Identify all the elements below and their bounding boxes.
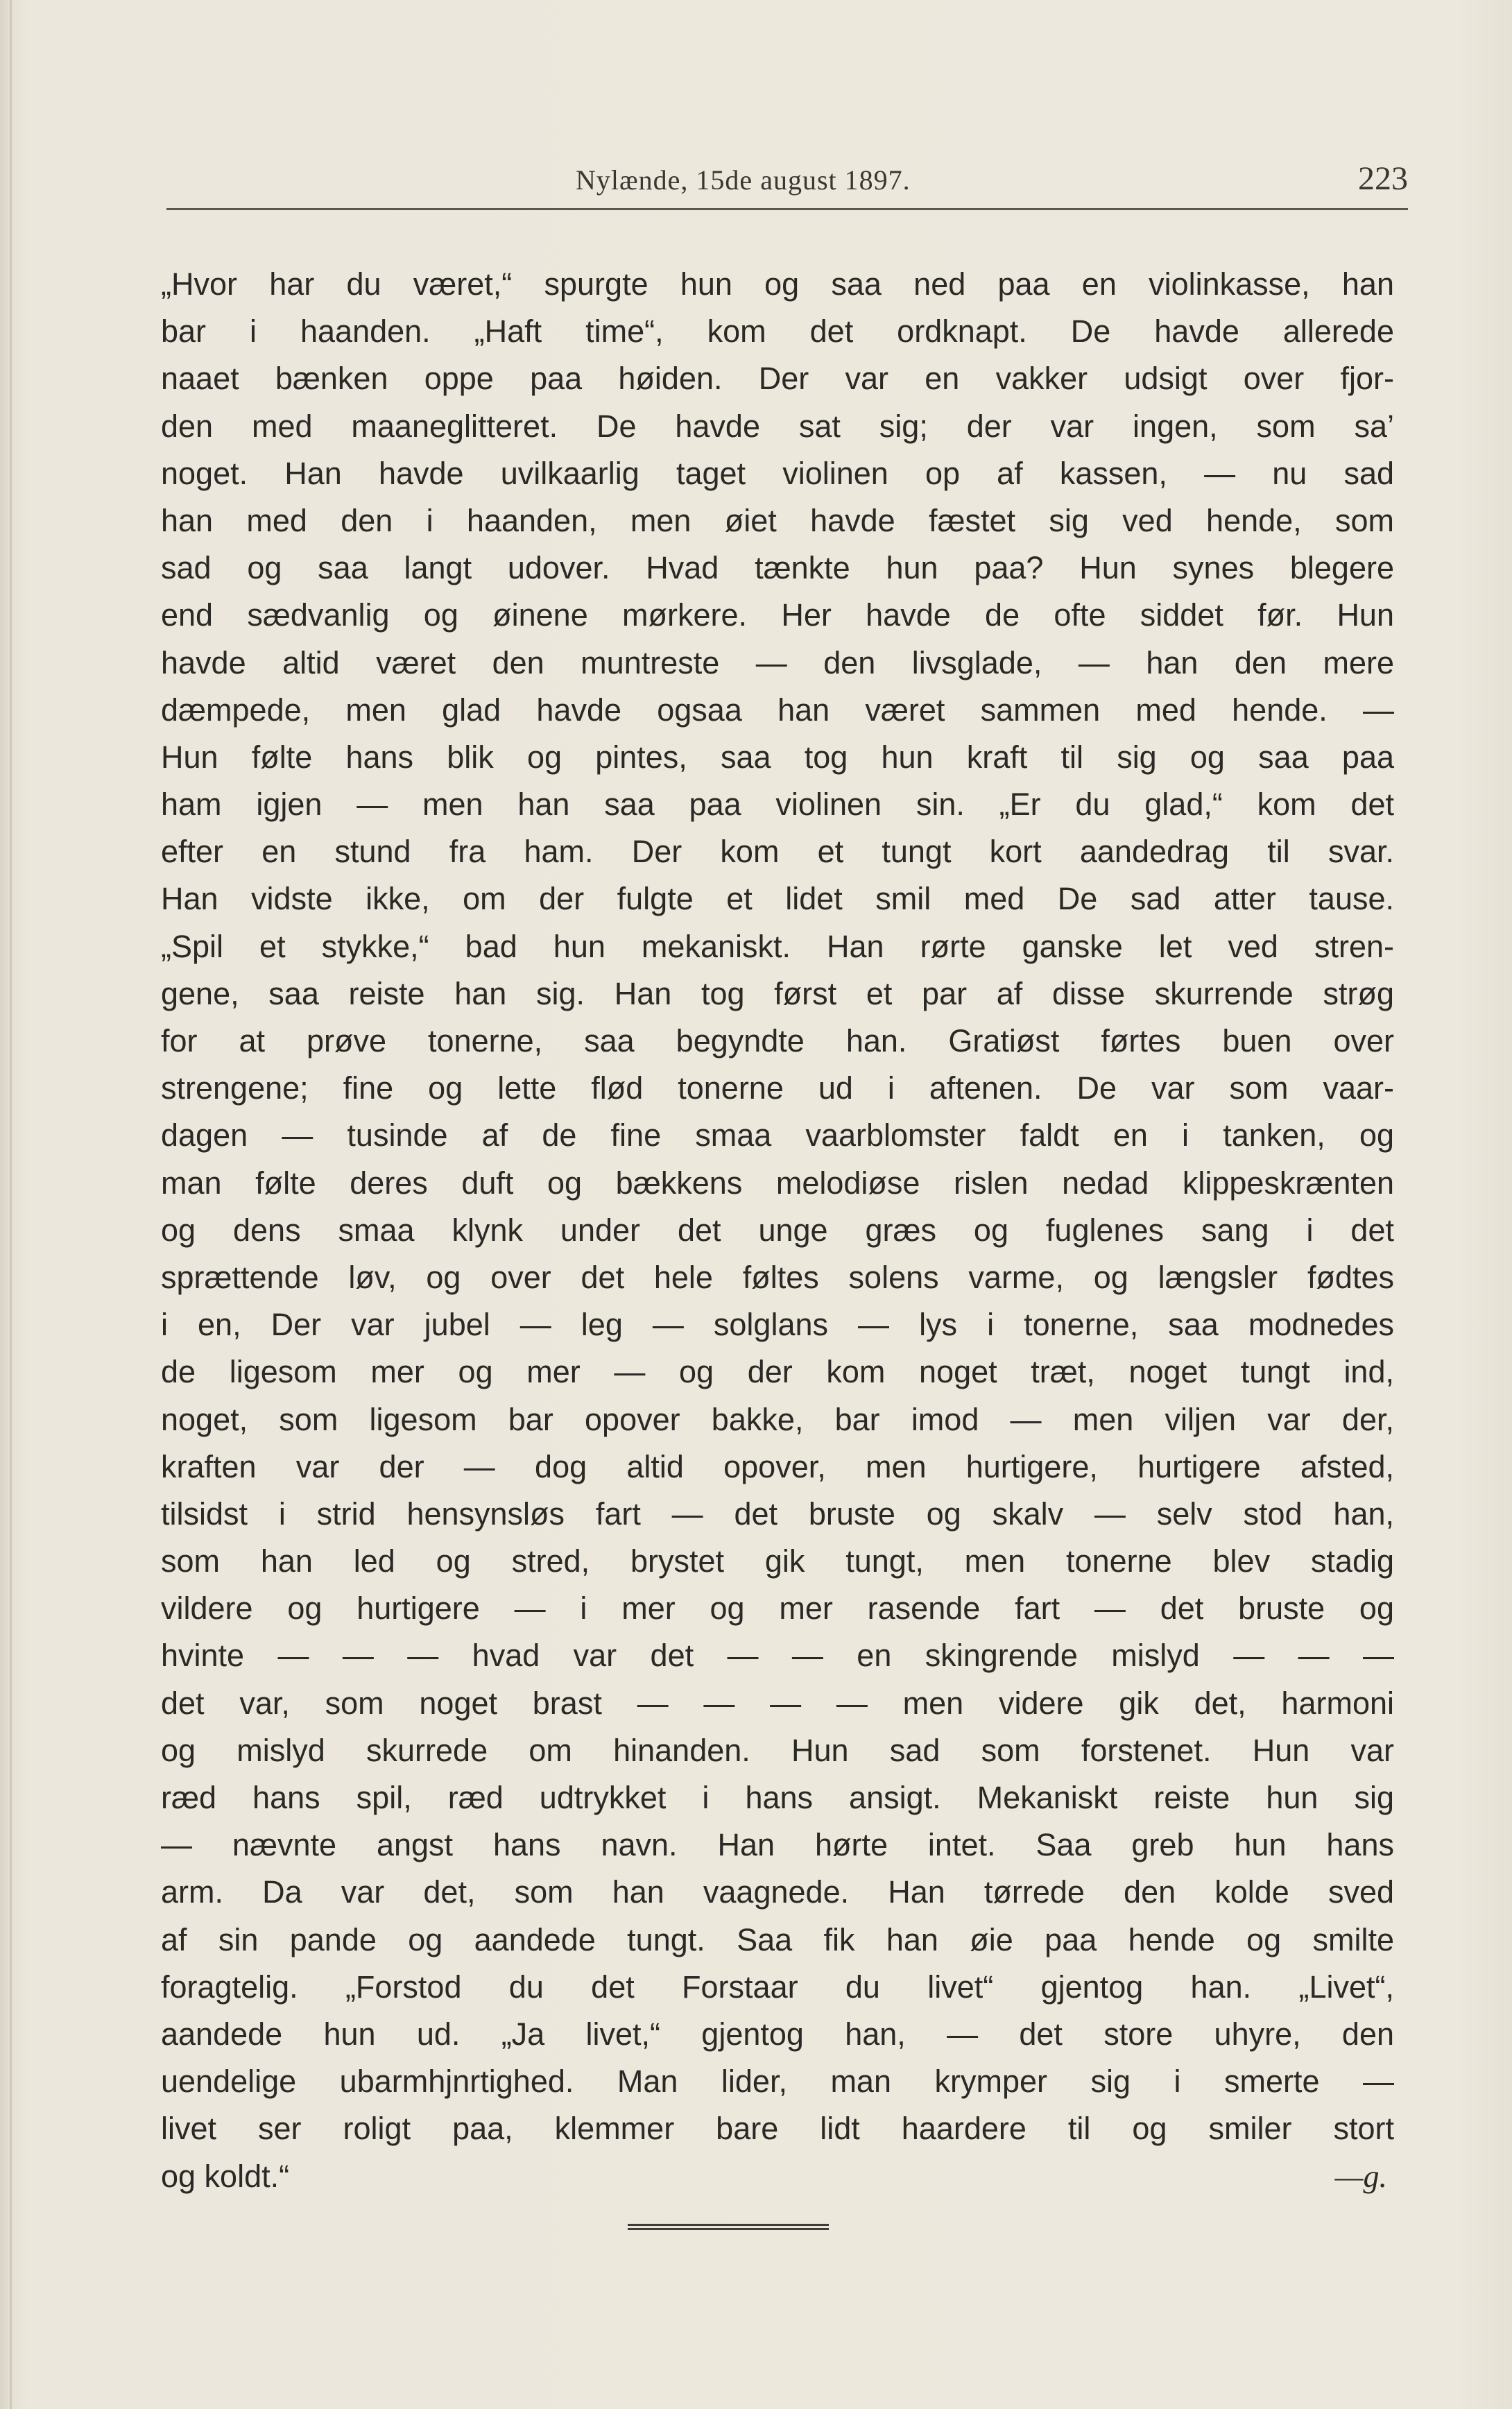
text-line: i en, Der var jubel — leg — solglans — lys i tonerne, saa modnedes [161,1307,1394,1343]
text-line: havde altid været den muntreste — den livsglade, — han den mere [161,644,1394,680]
text-line: de ligesom mer og mer — og der kom noget træt, noget tungt ind, [161,1354,1394,1390]
text-line: af sin pande og aandede tungt. Saa fik han øie paa hende og smilte [161,1921,1394,1957]
text-line: for at prøve tonerne, saa begyndte han. Gratiøst førtes buen over [161,1023,1394,1058]
text-line: sprættende løv, og over det hele føltes solens varme, og længsler fødtes [161,1259,1394,1295]
text-line: Hun følte hans blik og pintes, saa tog hun kraft til sig og saa paa [161,739,1394,775]
text-line: som han led og stred, brystet gik tungt, men tonerne blev stadig [161,1543,1394,1579]
end-double-rule [628,2224,829,2230]
final-line-text: og koldt.“ [161,2158,290,2194]
text-line: vildere og hurtigere — i mer og mer rasende fart — det bruste og [161,1591,1394,1627]
text-line: sad og saa langt udover. Hvad tænkte hun paa? Hun synes blegere [161,550,1394,586]
running-head [166,154,1408,203]
text-line: og dens smaa klynk under det unge græs og fuglenes sang i det [161,1212,1394,1248]
text-line: livet ser roligt paa, klemmer bare lidt haardere til og smiler stort [161,2111,1394,2147]
text-line: efter en stund fra ham. Der kom et tungt kort aandedrag til svar. [161,834,1394,870]
text-line: tilsidst i strid hensynsløs fart — det bruste og skalv — selv stod han, [161,1495,1394,1532]
end-rule-top [628,2224,829,2226]
text-line: bar i haanden. „Haft time“, kom det ordknapt. De havde allerede [161,314,1394,350]
text-line: kraften var der — dog altid opover, men hurtigere, hurtigere afsted, [161,1448,1394,1484]
text-line: foragtelig. „Forstod du det Forstaar du livet“ gjentog han. „Livet“, [161,1969,1394,2005]
text-line: — nævnte angst hans navn. Han hørte intet. Saa greb hun hans [161,1827,1394,1863]
text-line: noget. Han havde uvilkaarlig taget violinen op af kassen, — nu sad [161,455,1394,491]
body-text [161,261,1394,2200]
end-rule-bottom [628,2228,829,2230]
text-line: man følte deres duft og bækkens melodiøse rislen nedad klippeskrænten [161,1165,1394,1201]
text-line: noget, som ligesom bar opover bakke, bar imod — men viljen var der, [161,1401,1394,1437]
text-line: gene, saa reiste han sig. Han tog først et par af disse skurrende strøg [161,975,1394,1011]
text-line: end sædvanlig og øinene mørkere. Her havde de ofte siddet før. Hun [161,597,1394,633]
header-rule [166,208,1408,210]
final-line [161,2153,1394,2200]
text-line: Han vidste ikke, om der fulgte et lidet smil med De sad atter tause. [161,881,1394,917]
text-line: strengene; fine og lette flød tonerne ud i aftenen. De var som vaar- [161,1070,1394,1106]
text-line: dagen — tusinde af de fine smaa vaarblomster faldt en i tanken, og [161,1117,1394,1154]
text-line: naaet bænken oppe paa høiden. Der var en vakker udsigt over fjor- [161,361,1394,397]
running-head-title: Nylænde, 15de august 1897. [576,164,911,196]
text-line: hvinte — — — hvad var det — — en skingrende mislyd — — — [161,1638,1394,1674]
text-line: arm. Da var det, som han vaagnede. Han tørrede den kolde sved [161,1874,1394,1910]
page-number: 223 [1358,160,1408,197]
text-line: „Spil et stykke,“ bad hun mekaniskt. Han rørte ganske let ved stren- [161,928,1394,964]
text-line: og mislyd skurrede om hinanden. Hun sad som forstenet. Hun var [161,1732,1394,1768]
text-line: „Hvor har du været,“ spurgte hun og saa ned paa en violinkasse, han [161,266,1394,302]
text-line: den med maaneglitteret. De havde sat sig; der var ingen, som sa’ [161,408,1394,444]
author-signature: —g. [1334,2158,1387,2194]
text-line: ræd hans spil, ræd udtrykket i hans ansigt. Mekaniskt reiste hun sig [161,1780,1394,1815]
text-line: uendelige ubarmhjnrtighed. Man lider, man krymper sig i smerte — [161,2064,1394,2100]
text-line: aandede hun ud. „Ja livet,“ gjentog han, — det store uhyre, den [161,2016,1394,2052]
text-line: ham igjen — men han saa paa violinen sin. „Er du glad,“ kom det [161,787,1394,823]
text-line: han med den i haanden, men øiet havde fæstet sig ved hende, som [161,502,1394,538]
text-line: dæmpede, men glad havde ogsaa han været sammen med hende. — [161,692,1394,728]
gutter-shadow [10,0,12,2409]
text-line: det var, som noget brast — — — — men videre gik det, harmoni [161,1685,1394,1721]
